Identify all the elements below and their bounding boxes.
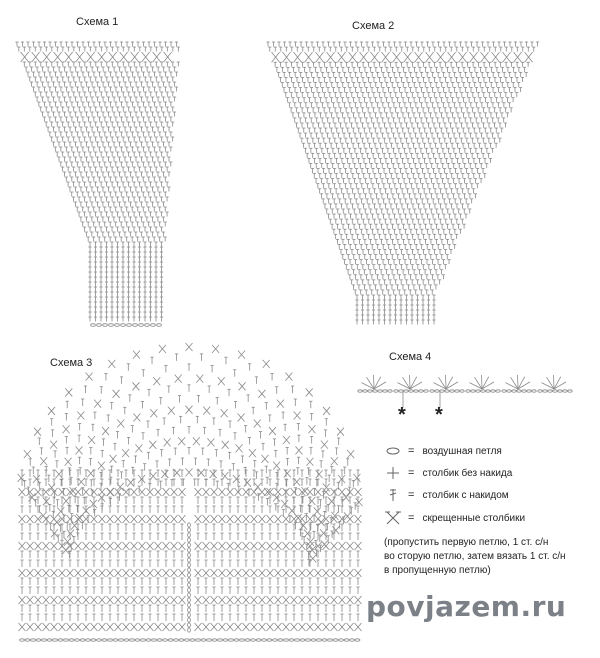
scheme-2-title: Схема 2	[352, 20, 395, 32]
crossed-stitches-icon	[384, 511, 402, 525]
legend-crossed	[384, 511, 525, 525]
single-crochet-icon	[384, 466, 402, 480]
legend-eq: =	[408, 512, 415, 524]
crossed-stitch-note	[384, 536, 594, 578]
scheme-1-chart	[15, 42, 180, 326]
scheme-2-chart	[266, 42, 539, 325]
note-line-3: в пропущенную петлю)	[384, 565, 491, 576]
legend-label: столбик с накидом	[422, 489, 509, 501]
site-watermark: povjazem.ru	[366, 590, 567, 623]
legend-chain	[384, 444, 502, 458]
scheme-4-title: Схема 4	[389, 351, 432, 363]
chain-stitch-icon	[384, 444, 402, 458]
scheme-4-mark-1: *	[398, 404, 406, 426]
legend-label: скрещенные столбики	[422, 512, 526, 524]
scheme-4-chart	[358, 375, 572, 408]
note-line-2: во сторую петлю, затем вязать 1 ст. с/н	[384, 551, 566, 562]
legend-dc	[384, 488, 509, 502]
legend-eq: =	[408, 489, 415, 501]
legend-label: столбик без накида	[422, 467, 513, 479]
scheme-4-mark-2: *	[435, 404, 443, 426]
scheme-3-title: Схема 3	[50, 357, 93, 369]
legend-sc	[384, 466, 512, 480]
legend-eq: =	[408, 445, 415, 457]
legend-eq: =	[408, 467, 415, 479]
scheme-1-title: Схема 1	[76, 16, 119, 28]
note-line-1: (пропустить первую петлю, 1 ст. с/н	[384, 537, 549, 548]
double-crochet-icon	[384, 488, 402, 502]
legend-label: воздушная петля	[422, 445, 502, 457]
scheme-3-chart	[18, 343, 363, 641]
